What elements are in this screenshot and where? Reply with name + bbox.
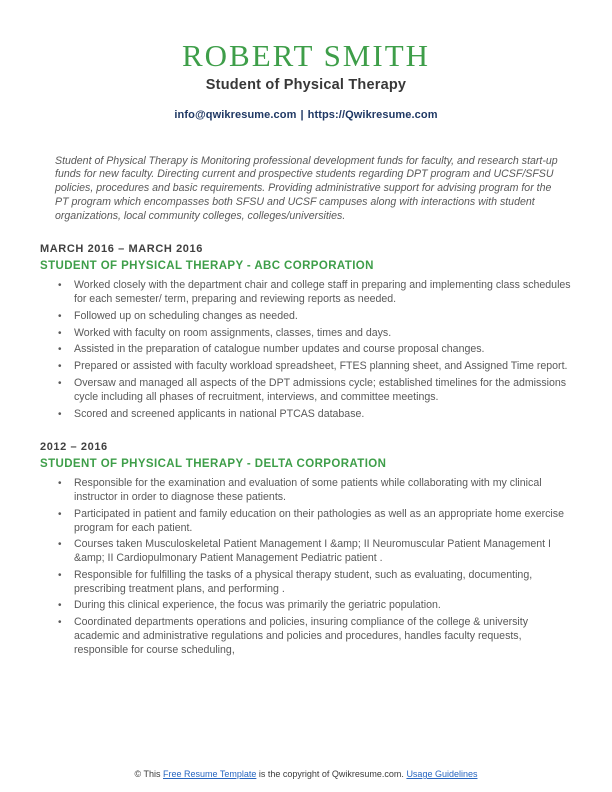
bullet-icon: •	[58, 617, 62, 629]
summary-paragraph: Student of Physical Therapy is Monitoring professional development funds for faculty, and research start-up funds for new faculty. Directing current and prospective students regarding DPT program and UCSF/SFSU policies, procedures and basic requirements. Providing administrative support for advising program for the PT program which encompasses both SFSU and UCSF campuses along with interactions with student organizations, local community colleges, colleges/universities.	[55, 154, 558, 222]
footer-copyright	[0, 769, 612, 779]
usage-guidelines-link[interactable]: Usage Guidelines	[406, 769, 478, 779]
bullet-text: During this clinical experience, the focus was primarily the geriatric population.	[74, 599, 441, 612]
bullet-icon: •	[58, 508, 62, 520]
list-item	[58, 569, 572, 597]
list-item	[58, 360, 572, 374]
list-item	[58, 477, 572, 505]
bullet-list	[40, 477, 572, 657]
list-item	[58, 377, 572, 405]
candidate-name: ROBERT SMITH	[181, 38, 431, 73]
candidate-title: Student of Physical Therapy	[205, 76, 407, 93]
bullet-list	[40, 279, 572, 421]
list-item	[58, 343, 572, 357]
experience-dates: 2012 – 2016	[40, 441, 108, 454]
bullet-icon: •	[58, 600, 62, 612]
bullet-icon: •	[58, 280, 62, 292]
contact-website[interactable]: https://Qwikresume.com	[307, 108, 438, 121]
bullet-text: Assisted in the preparation of catalogue number updates and course proposal changes.	[74, 343, 485, 356]
bullet-icon: •	[58, 478, 62, 490]
bullet-text: Courses taken Musculoskeletal Patient Management I &amp; II Neuromuscular Patient Management I &amp; II Cardiopulmonary Patient Management Pediatric patient .	[74, 538, 551, 565]
bullet-text: Prepared or assisted with faculty workload spreadsheet, FTES planning sheet, and Assigned Time report.	[74, 360, 568, 373]
bullet-icon: •	[58, 377, 62, 389]
free-resume-template-link[interactable]: Free Resume Template	[163, 769, 257, 779]
experience-section-1	[40, 243, 572, 421]
experience-section-2	[40, 441, 572, 657]
experience-dates: MARCH 2016 – MARCH 2016	[40, 243, 203, 256]
bullet-text: Followed up on scheduling changes as needed.	[74, 309, 298, 322]
bullet-text: Responsible for fulfilling the tasks of a physical therapy student, such as evaluating, documenting, prescribing treatment plans, and performing .	[74, 568, 533, 595]
list-item	[58, 310, 572, 324]
list-item	[58, 279, 572, 307]
bullet-icon: •	[58, 569, 62, 581]
list-item	[58, 599, 572, 613]
contact-email[interactable]: info@qwikresume.com	[174, 108, 297, 121]
experience-heading: STUDENT OF PHYSICAL THERAPY - ABC CORPORATION	[40, 260, 374, 273]
bullet-text: Coordinated departments operations and policies, insuring compliance of the college & university academic and administrative regulations and policies and procedures, handles faculty requests, responsible for course scheduling,	[74, 616, 529, 656]
list-item	[58, 538, 572, 566]
bullet-text: Oversaw and managed all aspects of the DPT admissions cycle; established timelines for the admissions cycle including all phases of recruitment, interviews, and committee meetings.	[74, 376, 567, 403]
list-item	[58, 508, 572, 536]
list-item	[58, 408, 572, 422]
bullet-icon: •	[58, 539, 62, 551]
contact-line	[40, 109, 572, 121]
bullet-icon: •	[58, 344, 62, 356]
bullet-text: Participated in patient and family education on their pathologies as well as an appropriate home exercise program for each patient.	[74, 507, 564, 534]
bullet-icon: •	[58, 408, 62, 420]
bullet-icon: •	[58, 361, 62, 373]
bullet-icon: •	[58, 310, 62, 322]
experience-heading: STUDENT OF PHYSICAL THERAPY - DELTA CORPORATION	[40, 458, 387, 471]
bullet-text: Worked closely with the department chair and college staff in preparing and implementing class schedules for each semester/ term, preparing and reviewing reports as needed.	[74, 279, 571, 306]
list-item	[58, 616, 572, 657]
contact-separator: |	[300, 108, 304, 121]
bullet-icon: •	[58, 327, 62, 339]
list-item	[58, 327, 572, 341]
bullet-text: Worked with faculty on room assignments, classes, times and days.	[74, 326, 392, 339]
footer-middle: is the copyright of Qwikresume.com.	[256, 769, 407, 779]
bullet-text: Responsible for the examination and evaluation of some patients while collaborating with my clinical instructor in order to diagnose these patients.	[74, 477, 542, 504]
footer-prefix: © This	[134, 769, 163, 779]
bullet-text: Scored and screened applicants in national PTCAS database.	[74, 407, 365, 420]
